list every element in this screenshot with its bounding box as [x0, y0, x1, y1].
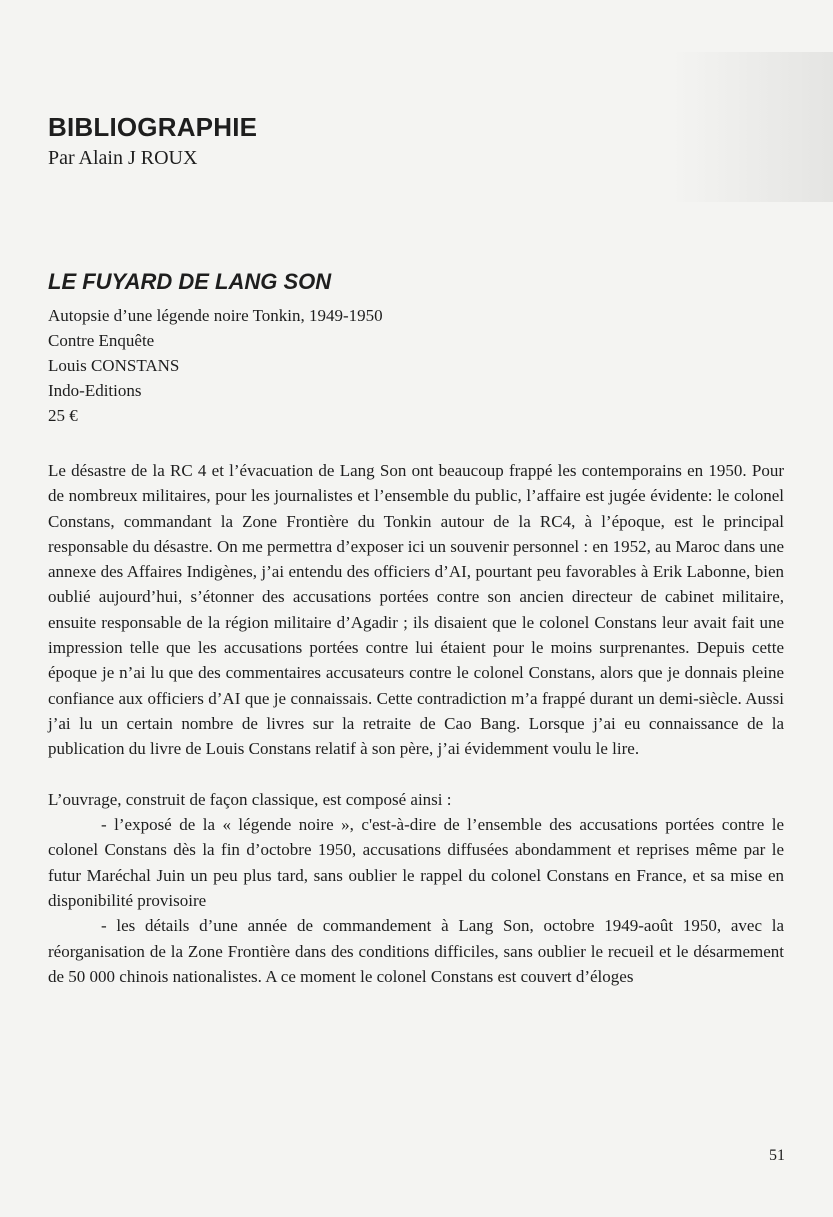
book-title: LE FUYARD DE LANG SON [48, 269, 332, 294]
author-line: Par Alain J ROUX [48, 147, 198, 169]
book-author: Louis CONSTANS [48, 356, 180, 375]
book-details [48, 303, 383, 428]
section-heading: BIBLIOGRAPHIE [48, 112, 258, 142]
book-type: Contre Enquête [48, 331, 155, 350]
book-subtitle: Autopsie d’une légende noire Tonkin, 1949-1950 [48, 306, 383, 325]
list-item: - les détails d’une année de commandement à Lang Son, octobre 1949-août 1950, avec la réorganisation de la Zone Frontière dans des conditions difficiles, sans oublier le recueil et le désarmement de 50 000 chinois nationalistes. A ce moment le colonel Constans est couvert d’éloges [48, 916, 784, 986]
paragraph: L’ouvrage, construit de façon classique, est composé ainsi : [48, 789, 452, 809]
review-body [48, 458, 784, 989]
book-publisher: Indo-Editions [48, 381, 142, 400]
paragraph: Le désastre de la RC 4 et l’évacuation de Lang Son ont beaucoup frappé les contemporains en 1950. Pour de nombreux militaires, pour les journalistes et l’ensemble du public, l’affaire est jugée évidente: le colonel Constans, commandant la Zone Frontière du Tonkin autour de la RC4, à l’époque, est le principal responsable du désastre. On me permettra d’exposer ici un souvenir personnel : en 1952, au Maroc dans une annexe des Affaires Indigènes, j’ai entendu des officiers d’AI, pourtant peu favorables à Erik Labonne, bien oublié aujourd’hui, s’étonner des accusations portées contre son ancien directeur de cabinet militaire, ensuite responsable de la région militaire d’Agadir ; ils disaient que le colonel Constans leur avait fait une impression telle que les accusations portées contre lui étaient pour le moins surprenantes. Depuis cette époque je n’ai lu que des commentaires accusateurs contre le colonel Constans, alors que je donnais pleine confiance aux officiers d’AI que je connaissais. Cette contradiction m’a frappé durant un demi-siècle. Aussi j’ai lu un certain nombre de livres sur la retraite de Cao Bang. Lorsque j’ai eu connaissance de la publication du livre de Louis Constans relatif à son père, j’ai évidemment voulu le lire. [48, 461, 784, 759]
book-price: 25 € [48, 406, 78, 425]
page-number: 51 [769, 1147, 785, 1164]
list-item: - l’exposé de la « légende noire », c'est-à-dire de l’ensemble des accusations portées contre le colonel Constans dès la fin d’octobre 1950, accusations diffusées abondamment et reprises même par le futur Maréchal Juin un peu plus tard, sans oublier le rappel du colonel Constans en France, et sa mise en disponibilité provisoire [48, 815, 784, 911]
scan-shadow [670, 52, 833, 202]
